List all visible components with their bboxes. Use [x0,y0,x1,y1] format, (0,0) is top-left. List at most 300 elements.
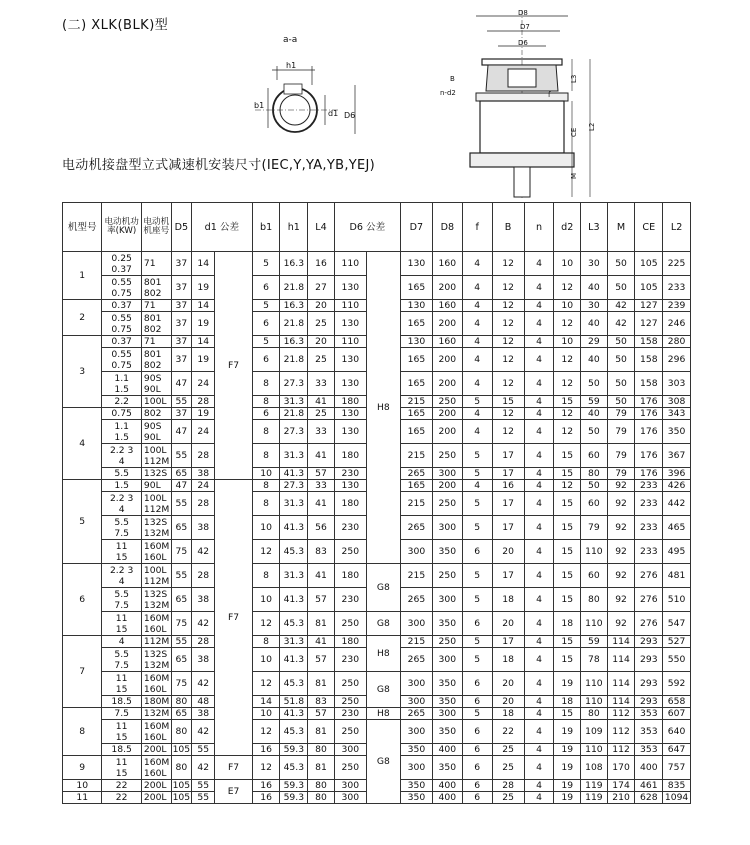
mm-cell: 174 [607,780,635,792]
d6-tolerance-cell: G8 [366,672,400,708]
h1-cell: 41.3 [280,588,308,612]
l2-cell: 343 [663,408,691,420]
ce-label: CE [570,127,578,137]
frame-cell: 801 802 [141,276,171,300]
d5-cell: 37 [171,312,191,336]
d8-cell: 400 [432,780,462,792]
b-cell: 12 [492,348,524,372]
ce-cell: 461 [635,780,663,792]
h1-cell: 27.3 [280,480,308,492]
h1-cell: 41.3 [280,468,308,480]
l3-cell: 110 [581,612,608,636]
b-cell: 25 [492,744,524,756]
d1-cell: 28 [191,492,214,516]
power-cell: 5.5 7.5 [102,588,141,612]
l4-cell: 41 [308,636,335,648]
h1-cell: 31.3 [280,444,308,468]
d7-cell: 300 [400,720,432,744]
ce-cell: 176 [635,420,663,444]
d5-cell: 37 [171,252,191,276]
header-n: n [524,203,554,252]
frame-cell: 100L 112M [141,444,171,468]
d1-cell: 19 [191,408,214,420]
d2-cell: 18 [554,612,581,636]
d8-cell: 200 [432,372,462,396]
l4-cell: 81 [308,612,335,636]
l3-cell: 40 [581,408,608,420]
h1-cell: 45.3 [280,720,308,744]
h1-cell: 27.3 [280,420,308,444]
header-d6-tol: D6 公差 [334,203,400,252]
power-cell: 2.2 3 4 [102,492,141,516]
l3-cell: 119 [581,792,608,804]
power-cell: 11 15 [102,540,141,564]
d5-cell: 47 [171,420,191,444]
section-title: (二) XLK(BLK)型 [62,18,169,33]
header-m: M [607,203,635,252]
d8-cell: 200 [432,276,462,300]
fv-cell: 4 [462,348,492,372]
d2-cell: 15 [554,540,581,564]
d1-tolerance-cell: F7 [215,480,252,756]
n-cell: 4 [524,336,554,348]
mm-cell: 114 [607,636,635,648]
ce-cell: 353 [635,708,663,720]
frame-cell: 801 802 [141,312,171,336]
l4-cell: 25 [308,348,335,372]
d2-cell: 15 [554,516,581,540]
d1-cell: 28 [191,396,214,408]
b-cell: 20 [492,672,524,696]
d5-cell: 65 [171,468,191,480]
installation-dimensions-table [62,202,691,804]
d2-cell: 12 [554,408,581,420]
ce-cell: 176 [635,468,663,480]
ce-cell: 233 [635,540,663,564]
ce-cell: 353 [635,744,663,756]
b1-cell: 12 [252,720,280,744]
mm-cell: 92 [607,612,635,636]
l4-cell: 27 [308,276,335,300]
power-cell: 1.1 1.5 [102,372,141,396]
n-cell: 4 [524,792,554,804]
ce-cell: 293 [635,648,663,672]
b-cell: 22 [492,720,524,744]
ce-cell: 158 [635,336,663,348]
b-cell: 20 [492,696,524,708]
d8-cell: 250 [432,492,462,516]
d6-tolerance-cell: H8 [366,708,400,720]
frame-cell: 200L [141,780,171,792]
d5-cell: 105 [172,744,191,755]
fv-cell: 5 [462,396,492,408]
l3-cell: 110 [581,672,608,696]
d8-cell: 300 [432,468,462,480]
mm-cell: 42 [607,300,635,312]
d8-cell: 350 [432,720,462,744]
d2-cell: 15 [554,444,581,468]
d2-cell: 12 [554,420,581,444]
frame-cell: 160M 160L [141,672,171,696]
n-cell: 4 [524,276,554,300]
l4-cell: 81 [308,720,335,744]
h1-cell: 31.3 [280,396,308,408]
h1-cell: 31.3 [280,492,308,516]
frame-cell: 160M 160L [141,756,171,780]
frame-cell: 200L [141,792,171,804]
ce-cell: 233 [635,492,663,516]
header-l3: L3 [581,203,608,252]
ce-cell: 353 [635,720,663,744]
d5-cell: 75 [171,672,191,696]
section-label: a-a [283,35,298,45]
mm-cell: 92 [607,516,635,540]
frame-cell: 132S [141,468,171,480]
l2-cell: 308 [663,396,691,408]
l2-cell: 550 [663,648,691,672]
b1-cell: 12 [252,540,280,564]
d5-cell: 55 [171,396,191,408]
power-cell: 11 15 [102,720,141,744]
d6-cell: 250 [334,540,366,564]
header-l2: L2 [663,203,691,252]
power-cell: 5.5 7.5 [102,516,141,540]
b-cell: 12 [492,276,524,300]
h1-cell: 51.8 [280,696,308,708]
fv-cell: 5 [462,468,492,480]
frame-cell: 802 [141,408,171,420]
l4-cell: 81 [308,672,335,696]
l3-cell: 30 [581,300,608,312]
l4-cell: 41 [308,396,335,408]
d2-cell: 12 [554,312,581,336]
ce-cell: 233 [635,516,663,540]
mm-cell: 79 [607,408,635,420]
d7-cell: 215 [400,636,432,648]
fv-cell: 6 [462,780,492,792]
d8-cell: 250 [432,444,462,468]
l2-cell: 481 [663,564,691,588]
ce-cell: 127 [635,300,663,312]
mm-cell: 50 [607,348,635,372]
b-cell: 17 [492,564,524,588]
frame-cell: 160M 160L [141,612,171,636]
frame-cell: 132S 132M [141,648,171,672]
header-d1-tol: d1 公差 [191,203,252,252]
l2-cell: 647 [663,744,691,756]
l2-cell: 233 [663,276,691,300]
frame-cell: 112M [141,636,171,648]
n-cell: 4 [524,744,554,756]
n-cell: 4 [524,780,554,792]
ce-cell: 400 [635,756,663,780]
b1-cell: 8 [252,480,280,492]
d2-cell: 15 [554,468,581,480]
d2-cell: 12 [554,480,581,492]
d8-cell: 200 [432,420,462,444]
b-cell: 12 [492,336,524,348]
d6-cell: 300 [334,780,366,792]
d7-cell: 215 [400,564,432,588]
b-cell: 12 [492,408,524,420]
table-subtitle: 电动机接盘型立式减速机安装尺寸(IEC,Y,YA,YB,YEJ) [62,158,376,173]
fv-cell: 4 [462,372,492,396]
table-row [63,564,691,588]
ce-cell: 276 [635,564,663,588]
l4-cell: 20 [308,336,335,348]
mm-cell: 50 [607,276,635,300]
fv-cell: 5 [462,564,492,588]
l2-cell: 527 [663,636,691,648]
b1-cell: 8 [252,372,280,396]
d8-cell: 160 [432,300,462,312]
d6-cell: 130 [334,408,366,420]
d5-cell: 80 [171,720,191,744]
d5-cell: 47 [171,480,191,492]
d5-cell: 65 [171,588,191,612]
d1-cell: 48 [191,696,214,708]
l4-cell: 20 [308,300,335,312]
b1-cell: 16 [252,744,280,756]
n-cell: 4 [524,612,554,636]
n-cell: 4 [524,648,554,672]
d7-cell: 165 [400,276,432,300]
b1-cell: 6 [252,348,280,372]
power-cell: 11 15 [102,612,141,636]
d8-cell: 350 [432,612,462,636]
d5-cell: 105 [172,792,191,803]
ce-cell: 158 [635,348,663,372]
b1-cell: 10 [252,468,280,480]
d1-cell: 42 [191,720,214,744]
frame-cell: 200L [141,744,171,756]
d2-cell: 19 [554,672,581,696]
d6-cell: 230 [334,468,366,480]
model-number-cell: 2 [63,300,102,336]
d1-cell: 28 [191,636,214,648]
d8-cell: 250 [432,636,462,648]
d7-cell: 165 [400,480,432,492]
l3-cell: 60 [581,492,608,516]
d7-cell: 165 [400,348,432,372]
d2-cell: 12 [554,276,581,300]
d1-cell: 42 [191,756,214,780]
n-cell: 4 [524,420,554,444]
fv-cell: 6 [462,792,492,804]
frame-cell: 100L [141,396,171,408]
b1-cell: 6 [252,408,280,420]
d2-cell: 15 [554,708,581,720]
b1-cell: 8 [252,492,280,516]
d6-cell: 130 [334,348,366,372]
fv-cell: 5 [462,492,492,516]
d2-cell: 10 [554,300,581,312]
l2-cell: 396 [663,468,691,480]
n-cell: 4 [524,252,554,276]
h1-cell: 59.3 [280,792,308,804]
l2-cell: 280 [663,336,691,348]
l4-cell: 57 [308,648,335,672]
d7-cell: 300 [400,540,432,564]
model-number-cell: 11 [63,792,102,804]
b1-cell: 10 [252,588,280,612]
d6-cell: 250 [334,672,366,696]
mm-cell: 170 [607,756,635,780]
power-cell: 11 15 [102,672,141,696]
ce-cell: 158 [635,372,663,396]
ce-cell: 293 [635,672,663,696]
model-number-cell: 6 [63,564,102,636]
d6-cell: 250 [334,612,366,636]
ce-cell: 127 [635,312,663,336]
n-cell: 4 [524,516,554,540]
d5-cell: 65 [171,648,191,672]
fv-cell: 6 [462,540,492,564]
b1-cell: 5 [252,252,280,276]
d8-cell: 200 [432,408,462,420]
power-cell: 2.2 3 4 [102,444,141,468]
header-d8: D8 [432,203,462,252]
l4-cell: 33 [308,480,335,492]
l2-cell: 547 [663,612,691,636]
d7-cell: 265 [400,516,432,540]
l3-cell: 80 [581,708,608,720]
d7-cell: 350 [400,792,432,804]
l3-cell: 119 [581,780,608,792]
l4-cell: 80 [308,792,335,804]
power-cell: 0.55 0.75 [102,348,141,372]
n-cell: 4 [524,468,554,480]
fv-cell: 5 [462,516,492,540]
d5-cell: 80 [171,756,191,780]
frame-cell: 132S 132M [141,588,171,612]
d7-cell: 300 [400,672,432,696]
d7-cell: 215 [400,492,432,516]
d6-cell: 250 [334,720,366,744]
d8-cell: 400 [432,744,462,756]
frame-cell: 71 [141,336,171,348]
h1-cell: 41.3 [280,708,308,720]
d6-tolerance-cell: H8 [366,636,400,672]
d6-cell: 180 [334,564,366,588]
h1-cell: 45.3 [280,756,308,780]
d5-cell: 65 [171,516,191,540]
h1-cell: 45.3 [280,672,308,696]
d1-cell: 42 [191,540,214,564]
d2-cell: 18 [554,696,581,708]
b-label: B [450,75,455,83]
b1-cell: 8 [252,396,280,408]
l2-cell: 367 [663,444,691,468]
d6-tolerance-cell: G8 [366,612,400,636]
b1-cell: 6 [252,276,280,300]
d6-cell: 130 [334,372,366,396]
d5-cell: 105 [172,780,191,791]
h1-cell: 21.8 [280,312,308,336]
h1-cell: 41.3 [280,516,308,540]
b-cell: 12 [492,372,524,396]
ce-cell: 276 [635,588,663,612]
d6-tolerance-cell: G8 [366,564,400,612]
mm-cell: 92 [607,564,635,588]
b-cell: 20 [492,540,524,564]
b-cell: 25 [492,756,524,780]
l4-cell: 83 [308,696,335,708]
b-cell: 17 [492,444,524,468]
l4-cell: 57 [308,588,335,612]
d1-cell: 19 [191,276,214,300]
n-cell: 4 [524,348,554,372]
l4-cell: 41 [308,564,335,588]
ce-cell: 276 [635,612,663,636]
b-cell: 16 [492,480,524,492]
d6-cell: 230 [334,588,366,612]
h1-cell: 45.3 [280,612,308,636]
b1-cell: 12 [252,672,280,696]
d6-cell: 250 [334,696,366,708]
d2-cell: 12 [554,372,581,396]
power-cell: 0.75 [102,408,141,420]
fv-cell: 4 [462,252,492,276]
mm-cell: 50 [607,336,635,348]
n-cell: 4 [524,588,554,612]
b-cell: 18 [492,588,524,612]
fv-cell: 5 [462,636,492,648]
d8-cell: 350 [432,540,462,564]
d1-cell: 14 [191,300,214,312]
l2-cell: 350 [663,420,691,444]
l2-cell: 835 [663,780,691,792]
fv-cell: 5 [462,444,492,468]
l2-cell: 658 [663,696,691,708]
reducer-elevation-drawing [440,5,610,205]
b1-cell: 5 [252,300,280,312]
h1-cell: 45.3 [280,540,308,564]
d2-cell: 15 [554,588,581,612]
power-cell: 18.5 [102,696,141,708]
ce-cell: 176 [635,444,663,468]
fv-cell: 4 [462,480,492,492]
l4-cell: 25 [308,312,335,336]
b-cell: 12 [492,300,524,312]
l2-cell: 225 [663,252,691,276]
d5-cell: 37 [171,300,191,312]
b-cell: 28 [492,780,524,792]
d1-label: d1 [328,109,339,118]
l3-cell: 80 [581,468,608,480]
ce-cell: 176 [635,396,663,408]
mm-cell: 112 [607,720,635,744]
n-d2-label: n-d2 [440,89,456,97]
d5-cell: 37 [171,336,191,348]
b1-cell: 6 [252,312,280,336]
ce-cell: 628 [635,792,663,804]
d8-cell: 200 [432,312,462,336]
d6-cell: 180 [334,396,366,408]
fv-cell: 4 [462,312,492,336]
frame-cell: 160M 160L [141,540,171,564]
d7-cell: 350 [400,744,432,756]
d1-cell: 55 [191,780,214,792]
d1-cell: 24 [191,372,214,396]
d8-cell: 160 [432,336,462,348]
b1-cell: 8 [252,636,280,648]
d8-cell: 400 [432,792,462,804]
fv-cell: 5 [462,648,492,672]
mm-cell: 114 [607,696,635,708]
d6-tolerance-cell: G8 [366,720,400,804]
l4-cell: 80 [308,744,335,756]
